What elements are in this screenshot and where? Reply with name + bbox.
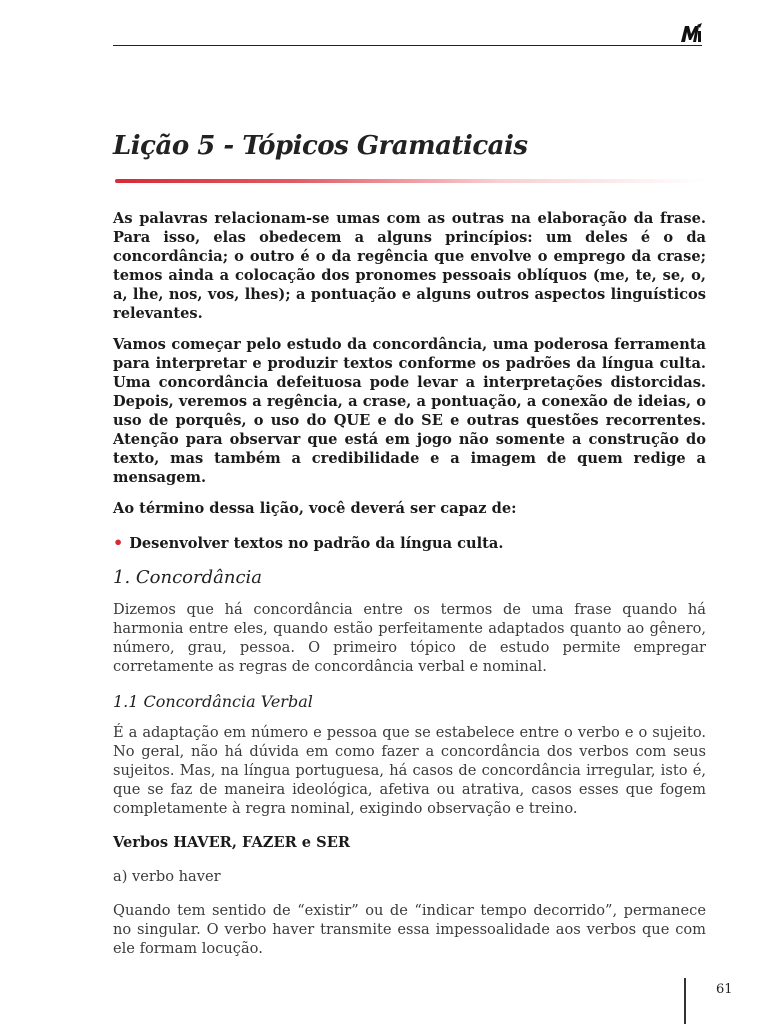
objective-list-item [113, 533, 706, 553]
section-concordancia [113, 566, 706, 958]
subsection-paragraph-1: É a adaptação em número e pessoa que se estabelece entre o verbo e o sujeito. No geral, não há dúvida em como fazer a concordância dos verbos com seus sujeitos. Mas, na língua portuguesa, há casos de concordância irregular, isto é, que se faz de maneira ideológica, afetiva ou atrativa, casos esses que fogem completamente à regra nominal, exigindo observação e treino. [113, 724, 706, 817]
section-heading: 1. Concordância [113, 567, 263, 588]
objective-text: Desenvolver textos no padrão da língua culta. [129, 535, 504, 552]
subsection-paragraph-2: Quando tem sentido de “existir” ou de “indicar tempo decorrido”, permanece no singular. O verbo haver transmite essa impessoalidade aos verbos que com ele formam locução. [113, 902, 706, 957]
section-paragraph: Dizemos que há concordância entre os termos de uma frase quando há harmonia entre eles, quando estão perfeitamente adaptados quanto ao gênero, número, grau, pessoa. O primeiro tópico de estudo permite empregar corretamente as regras de concordância verbal e nominal. [113, 601, 706, 675]
item-a-label: a) verbo haver [113, 868, 221, 885]
publisher-logo-icon [678, 22, 704, 44]
title-underline [115, 179, 705, 183]
page-title: Lição 5 - Tópicos Gramaticais [113, 131, 528, 161]
verbs-subheading: Verbos HAVER, FAZER e SER [113, 834, 350, 851]
intro-paragraph-1: As palavras relacionam-se umas com as outras na elaboração da frase. Para isso, elas obedecem a alguns princípios: um deles é o da concordância; o outro é o da regência que envolve o emprego da crase; temos ainda a colocação dos pronomes pessoais oblíquos (me, te, se, o, a, lhe, nos, vos, lhes); a pontuação e alguns outros aspectos linguísticos relevantes. [113, 210, 706, 322]
intro-paragraph-3: Ao término dessa lição, você deverá ser capaz de: [113, 500, 517, 517]
page-number: 61 [716, 982, 733, 997]
bullet-icon: • [113, 533, 124, 552]
footer-rule [684, 978, 686, 1024]
intro-section [113, 209, 706, 553]
subsection-heading: 1.1 Concordância Verbal [113, 692, 313, 711]
main-content [113, 209, 706, 973]
intro-paragraph-2: Vamos começar pelo estudo da concordância, uma poderosa ferramenta para interpretar e produzir textos conforme os padrões da língua culta. Uma concordância defeituosa pode levar a interpretações distorcidas. Depois, veremos a regência, a crase, a pontuação, a conexão de ideias, o uso de porquês, o uso do QUE e do SE e outras questões recorrentes. Atenção para observar que está em jogo não somente a construção do texto, mas também a credibilidade e a imagem de quem redige a mensagem. [113, 336, 706, 486]
header-rule [113, 45, 702, 46]
